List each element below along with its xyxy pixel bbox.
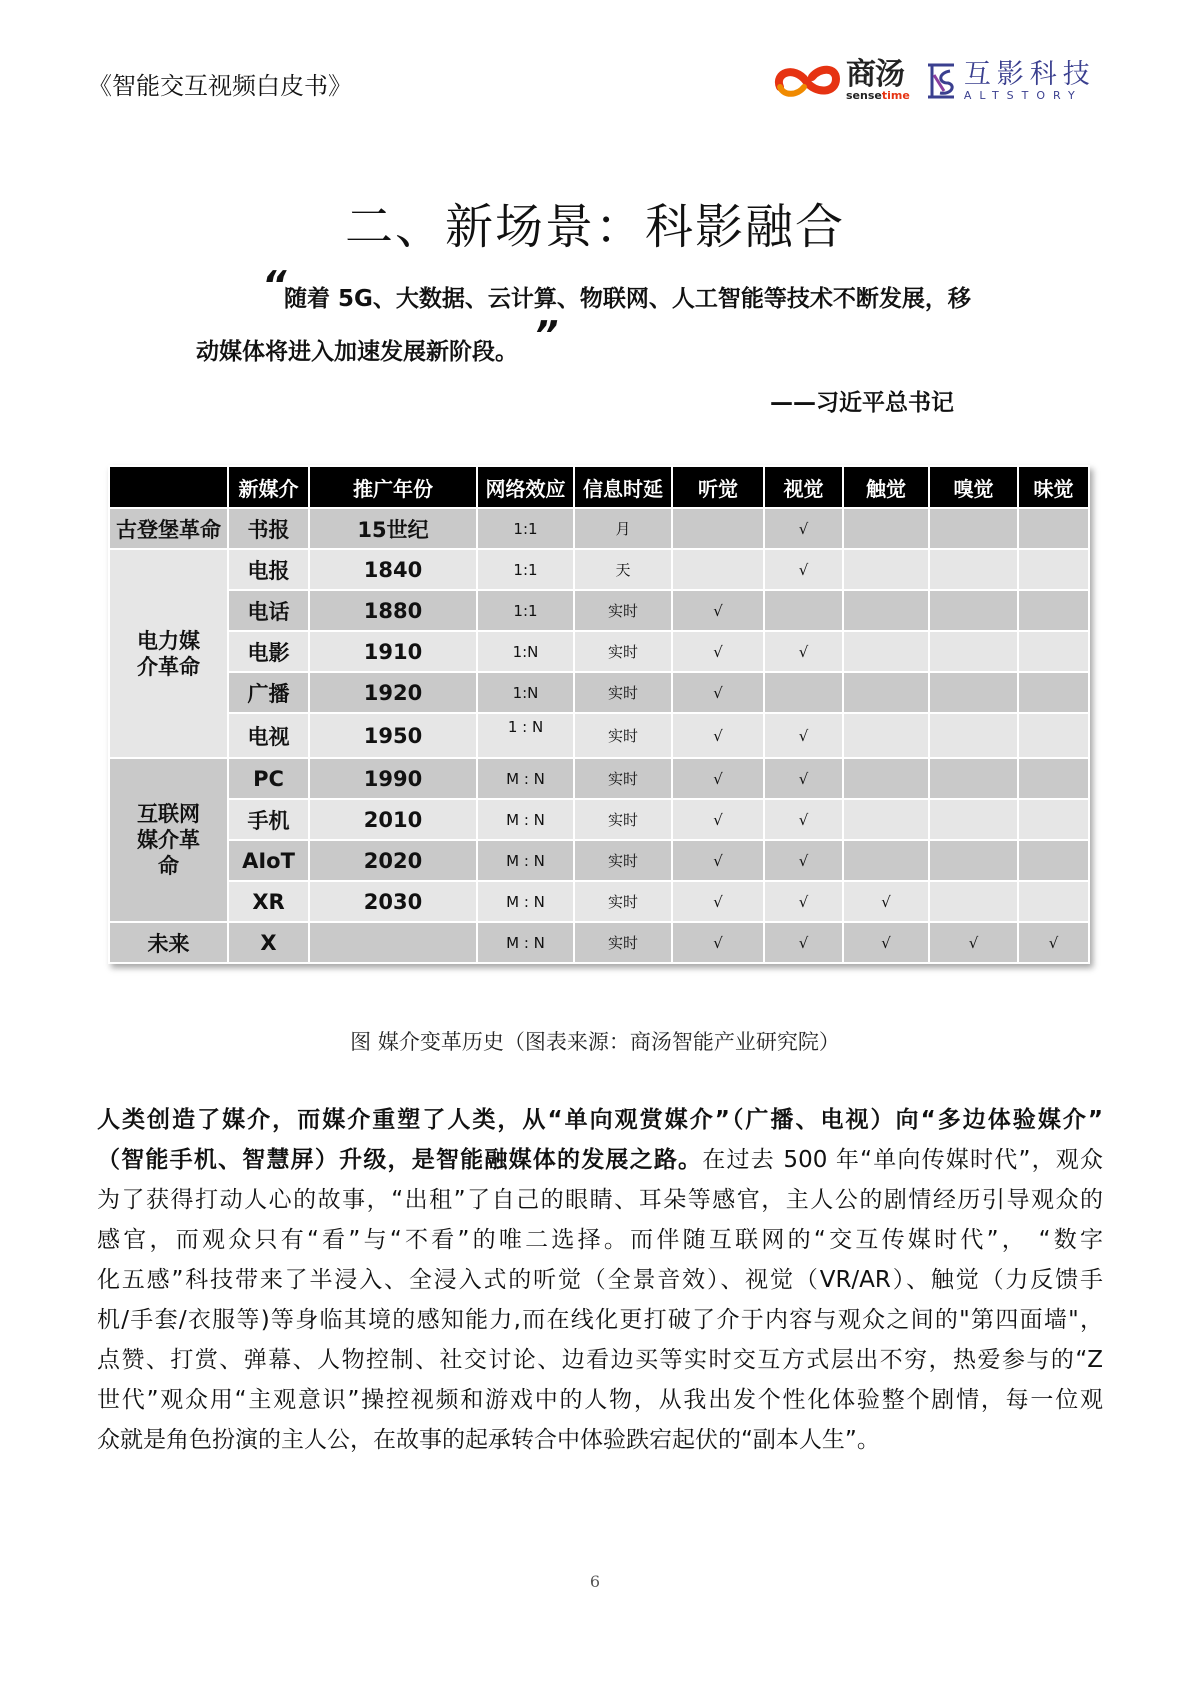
sense-check-cell: √ xyxy=(672,840,764,881)
sense-check-cell xyxy=(1018,881,1089,922)
altstory-mark-icon xyxy=(924,61,958,101)
column-header: 推广年份 xyxy=(309,466,477,508)
media-cell: 电视 xyxy=(228,713,309,758)
paragraph-text: 为了获得打动人心的故事，“出租”了自己的眼睛、耳朵等感官，主人公的剧情经历引导观众的 xyxy=(97,1187,1103,1213)
latency-cell: 实时 xyxy=(574,840,672,881)
sense-check-cell: √ xyxy=(843,922,929,963)
sense-check-cell xyxy=(929,799,1018,840)
sense-check-cell: √ xyxy=(843,881,929,922)
sense-check-cell: √ xyxy=(764,713,843,758)
year-cell: 15世纪 xyxy=(309,508,477,549)
column-header: 视觉 xyxy=(764,466,843,508)
media-history-table xyxy=(108,465,1090,964)
paragraph-line xyxy=(97,1340,1103,1380)
sense-check-cell xyxy=(1018,672,1089,713)
network-effect-cell: M : N xyxy=(477,922,574,963)
column-header: 信息时延 xyxy=(574,466,672,508)
paragraph-line xyxy=(97,1380,1103,1420)
group-label: 古登堡革命 xyxy=(109,508,228,549)
sense-check-cell xyxy=(672,508,764,549)
media-cell: 书报 xyxy=(228,508,309,549)
paragraph-text: 点赞、打赏、弹幕、人物控制、社交讨论、边看边买等实时交互方式层出不穷，热爱参与的“Z xyxy=(97,1347,1103,1373)
paragraph-line xyxy=(97,1420,1103,1460)
paragraph-text: 化五感”科技带来了半浸入、全浸入式的听觉（全景音效）、视觉（VR/AR）、触觉（力反馈手 xyxy=(97,1267,1103,1293)
sense-check-cell xyxy=(929,758,1018,799)
sense-check-cell xyxy=(1018,713,1089,758)
table-row xyxy=(109,508,1089,549)
sense-check-cell xyxy=(929,713,1018,758)
paragraph-line xyxy=(97,1180,1103,1220)
figure-caption: 图 媒介变革历史（图表来源：商汤智能产业研究院） xyxy=(350,1030,840,1054)
sense-check-cell xyxy=(929,590,1018,631)
group-label: 互联网媒介革命 xyxy=(109,758,228,922)
network-effect-cell: M : N xyxy=(477,840,574,881)
year-cell: 2020 xyxy=(309,840,477,881)
network-effect-cell: 1:N xyxy=(477,631,574,672)
paragraph-bold-text: 人类创造了媒介，而媒介重塑了人类，从“单向观赏媒介”（广播、电视）向“多边体验媒介” xyxy=(97,1107,1103,1133)
latency-cell: 实时 xyxy=(574,758,672,799)
media-cell: 广播 xyxy=(228,672,309,713)
column-header: 听觉 xyxy=(672,466,764,508)
year-cell: 1840 xyxy=(309,549,477,590)
table-row xyxy=(109,840,1089,881)
sense-check-cell xyxy=(1018,549,1089,590)
latency-cell: 实时 xyxy=(574,631,672,672)
paragraph-line xyxy=(97,1100,1103,1140)
sense-check-cell xyxy=(929,881,1018,922)
latency-cell: 实时 xyxy=(574,713,672,758)
document-title: 《智能交互视频白皮书》 xyxy=(88,72,352,100)
sensetime-logo xyxy=(772,57,910,102)
group-label: 电力媒介革命 xyxy=(109,549,228,758)
media-cell: 电影 xyxy=(228,631,309,672)
sense-check-cell xyxy=(1018,631,1089,672)
paragraph-text: 在过去 500 年“单向传媒时代”，观众 xyxy=(702,1147,1104,1173)
sense-check-cell xyxy=(843,840,929,881)
quote-line-2: 动媒体将进入加速发展新阶段。 xyxy=(196,339,518,365)
table-row xyxy=(109,758,1089,799)
table-header-row xyxy=(109,466,1089,508)
paragraph-text: 感官，而观众只有“看”与“不看”的唯二选择。而伴随互联网的“交互传媒时代”， “数字 xyxy=(97,1227,1103,1253)
altstory-en: ALTSTORY xyxy=(963,88,1083,102)
year-cell xyxy=(309,922,477,963)
quote-open-mark: “ xyxy=(262,263,287,307)
network-effect-cell: 1 : N xyxy=(477,713,574,758)
column-header: 触觉 xyxy=(843,466,929,508)
paragraph-text: 众就是角色扮演的主人公，在故事的起承转合中体验跌宕起伏的“副本人生”。 xyxy=(97,1427,880,1453)
table-row xyxy=(109,631,1089,672)
column-header: 新媒介 xyxy=(228,466,309,508)
group-label: 未来 xyxy=(109,922,228,963)
year-cell: 1880 xyxy=(309,590,477,631)
table-row xyxy=(109,881,1089,922)
network-effect-cell: M : N xyxy=(477,881,574,922)
media-cell: 电报 xyxy=(228,549,309,590)
sense-check-cell xyxy=(929,508,1018,549)
network-effect-cell: 1:N xyxy=(477,672,574,713)
sense-check-cell: √ xyxy=(929,922,1018,963)
sense-check-cell xyxy=(1018,590,1089,631)
altstory-cn: 互影科技 xyxy=(963,58,1096,90)
latency-cell: 月 xyxy=(574,508,672,549)
paragraph-text: 世代”观众用“主观意识”操控视频和游戏中的人物，从我出发个性化体验整个剧情，每一位观 xyxy=(97,1387,1103,1413)
latency-cell: 实时 xyxy=(574,922,672,963)
altstory-logo xyxy=(924,58,1096,102)
media-cell: PC xyxy=(228,758,309,799)
media-cell: AIoT xyxy=(228,840,309,881)
sensetime-en: sensetime xyxy=(846,89,910,102)
sense-check-cell xyxy=(764,590,843,631)
media-cell: XR xyxy=(228,881,309,922)
sense-check-cell xyxy=(764,672,843,713)
paragraph-line xyxy=(97,1220,1103,1260)
sensetime-infinity-icon xyxy=(772,61,842,101)
section-title: 二、新场景：科影融合 xyxy=(344,199,845,255)
latency-cell: 天 xyxy=(574,549,672,590)
network-effect-cell: 1:1 xyxy=(477,508,574,549)
sense-check-cell xyxy=(843,799,929,840)
latency-cell: 实时 xyxy=(574,672,672,713)
year-cell: 1920 xyxy=(309,672,477,713)
sense-check-cell: √ xyxy=(672,590,764,631)
year-cell: 1990 xyxy=(309,758,477,799)
media-cell: 手机 xyxy=(228,799,309,840)
sense-check-cell xyxy=(929,549,1018,590)
sense-check-cell xyxy=(929,631,1018,672)
sense-check-cell xyxy=(1018,758,1089,799)
sense-check-cell: √ xyxy=(764,922,843,963)
latency-cell: 实时 xyxy=(574,881,672,922)
sense-check-cell: √ xyxy=(1018,922,1089,963)
quote-attribution: ——习近平总书记 xyxy=(770,390,954,416)
sense-check-cell: √ xyxy=(672,713,764,758)
paragraph-line xyxy=(97,1300,1103,1340)
sense-check-cell xyxy=(929,672,1018,713)
paragraph-text: 机/手套/衣服等)等身临其境的感知能力,而在线化更打破了介于内容与观众之间的"第四面墙"， xyxy=(97,1307,1103,1333)
sense-check-cell: √ xyxy=(672,672,764,713)
media-cell: 电话 xyxy=(228,590,309,631)
table-row xyxy=(109,713,1089,758)
sensetime-cn: 商汤 xyxy=(846,57,904,92)
year-cell: 2010 xyxy=(309,799,477,840)
year-cell: 1950 xyxy=(309,713,477,758)
table-row xyxy=(109,549,1089,590)
table-row xyxy=(109,590,1089,631)
sense-check-cell xyxy=(843,672,929,713)
paragraph-bold-text: （智能手机、智慧屏）升级，是智能融媒体的发展之路。 xyxy=(97,1147,703,1173)
sense-check-cell xyxy=(1018,840,1089,881)
sense-check-cell xyxy=(843,631,929,672)
sense-check-cell: √ xyxy=(672,799,764,840)
column-header: 网络效应 xyxy=(477,466,574,508)
sense-check-cell xyxy=(843,713,929,758)
network-effect-cell: 1:1 xyxy=(477,590,574,631)
year-cell: 2030 xyxy=(309,881,477,922)
quote-close-mark: ” xyxy=(534,313,559,357)
table-row xyxy=(109,672,1089,713)
sense-check-cell: √ xyxy=(764,631,843,672)
sense-check-cell: √ xyxy=(764,881,843,922)
paragraph-line xyxy=(97,1140,1103,1180)
body-paragraph xyxy=(97,1100,1103,1460)
network-effect-cell: 1:1 xyxy=(477,549,574,590)
sense-check-cell xyxy=(843,590,929,631)
sense-check-cell: √ xyxy=(764,508,843,549)
sense-check-cell xyxy=(929,840,1018,881)
sense-check-cell xyxy=(1018,799,1089,840)
year-cell: 1910 xyxy=(309,631,477,672)
sense-check-cell xyxy=(672,549,764,590)
media-cell: X xyxy=(228,922,309,963)
sense-check-cell: √ xyxy=(764,549,843,590)
table-row xyxy=(109,922,1089,963)
sense-check-cell: √ xyxy=(672,758,764,799)
sense-check-cell: √ xyxy=(672,922,764,963)
paragraph-line xyxy=(97,1260,1103,1300)
network-effect-cell: M : N xyxy=(477,799,574,840)
table-row xyxy=(109,799,1089,840)
sense-check-cell: √ xyxy=(764,840,843,881)
sense-check-cell xyxy=(843,508,929,549)
sense-check-cell xyxy=(1018,508,1089,549)
column-header: 味觉 xyxy=(1018,466,1089,508)
sense-check-cell xyxy=(843,549,929,590)
header-logos xyxy=(772,57,1096,102)
sense-check-cell xyxy=(843,758,929,799)
quote-line-1: 随着 5G、大数据、云计算、物联网、人工智能等技术不断发展，移 xyxy=(284,286,971,312)
column-header: 嗅觉 xyxy=(929,466,1018,508)
latency-cell: 实时 xyxy=(574,799,672,840)
sense-check-cell: √ xyxy=(764,799,843,840)
column-header xyxy=(109,466,228,508)
sense-check-cell: √ xyxy=(672,631,764,672)
page-number: 6 xyxy=(589,1572,601,1591)
sense-check-cell: √ xyxy=(764,758,843,799)
latency-cell: 实时 xyxy=(574,590,672,631)
network-effect-cell: M : N xyxy=(477,758,574,799)
sense-check-cell: √ xyxy=(672,881,764,922)
